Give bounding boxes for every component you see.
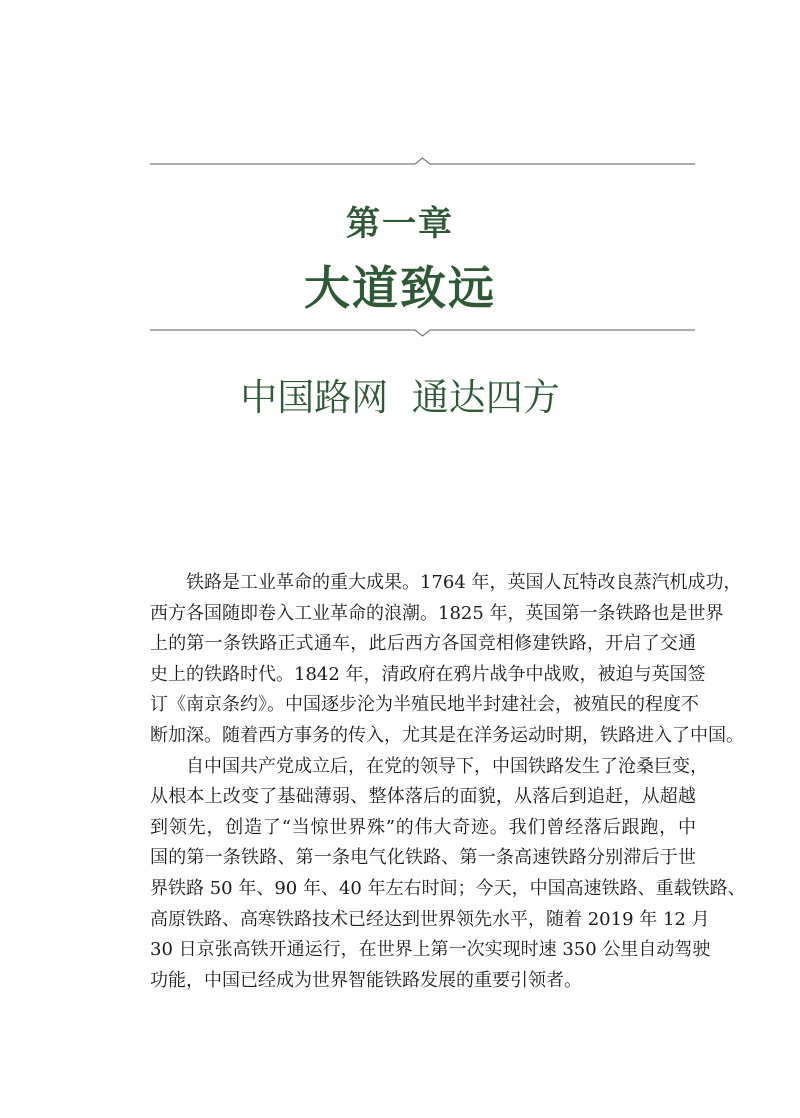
text-line: 30 日京张高铁开通运行，在世界上第一次实现时速 350 公里自动驾驶 xyxy=(150,939,711,961)
text-line: 自中国共产党成立后，在党的领导下，中国铁路发生了沧桑巨变， xyxy=(186,755,708,777)
section-title: 中国路网 通达四方 xyxy=(240,376,560,419)
text-line: 界铁路 50 年、90 年、40 年左右时间；今天，中国高速铁路、重载铁路、 xyxy=(150,877,746,899)
paragraph-1 xyxy=(150,568,744,752)
text-line: 功能，中国已经成为世界智能铁路发展的重要引领者。 xyxy=(150,969,582,991)
chapter-title: 大道致远 xyxy=(304,261,496,315)
text-line: 史上的铁路时代。1842 年，清政府在鸦片战争中战败，被迫与英国签 xyxy=(150,663,706,685)
text-line: 西方各国随即卷入工业革命的浪潮。1825 年，英国第一条铁路也是世界 xyxy=(150,602,724,624)
chapter-label: 第一章 xyxy=(346,204,454,244)
text-line: 铁路是工业革命的重大成果。1764 年，英国人瓦特改良蒸汽机成功， xyxy=(186,572,742,593)
text-line: 断加深。随着西方事务的传入，尤其是在洋务运动时期，铁路进入了中国。 xyxy=(150,724,744,746)
text-line: 从根本上改变了基础薄弱、整体落后的面貌，从落后到追赶，从超越 xyxy=(150,786,696,808)
text-line: 上的第一条铁路正式通车，此后西方各国竞相修建铁路，开启了交通 xyxy=(150,633,696,655)
bottom-ornament-rule xyxy=(150,326,695,338)
paragraph-2 xyxy=(150,752,746,997)
body-text xyxy=(150,568,746,996)
text-line: 高原铁路、高寒铁路技术已经达到世界领先水平，随着 2019 年 12 月 xyxy=(150,908,710,930)
text-line: 订《南京条约》。中国逐步沦为半殖民地半封建社会，被殖民的程度不 xyxy=(150,694,699,716)
text-line: 国的第一条铁路、第一条电气化铁路、第一条高速铁路分别滞后于世 xyxy=(150,847,696,869)
text-line: 到领先，创造了“当惊世界殊”的伟大奇迹。我们曾经落后跟跑，中 xyxy=(150,816,696,838)
top-ornament-rule xyxy=(150,157,695,169)
